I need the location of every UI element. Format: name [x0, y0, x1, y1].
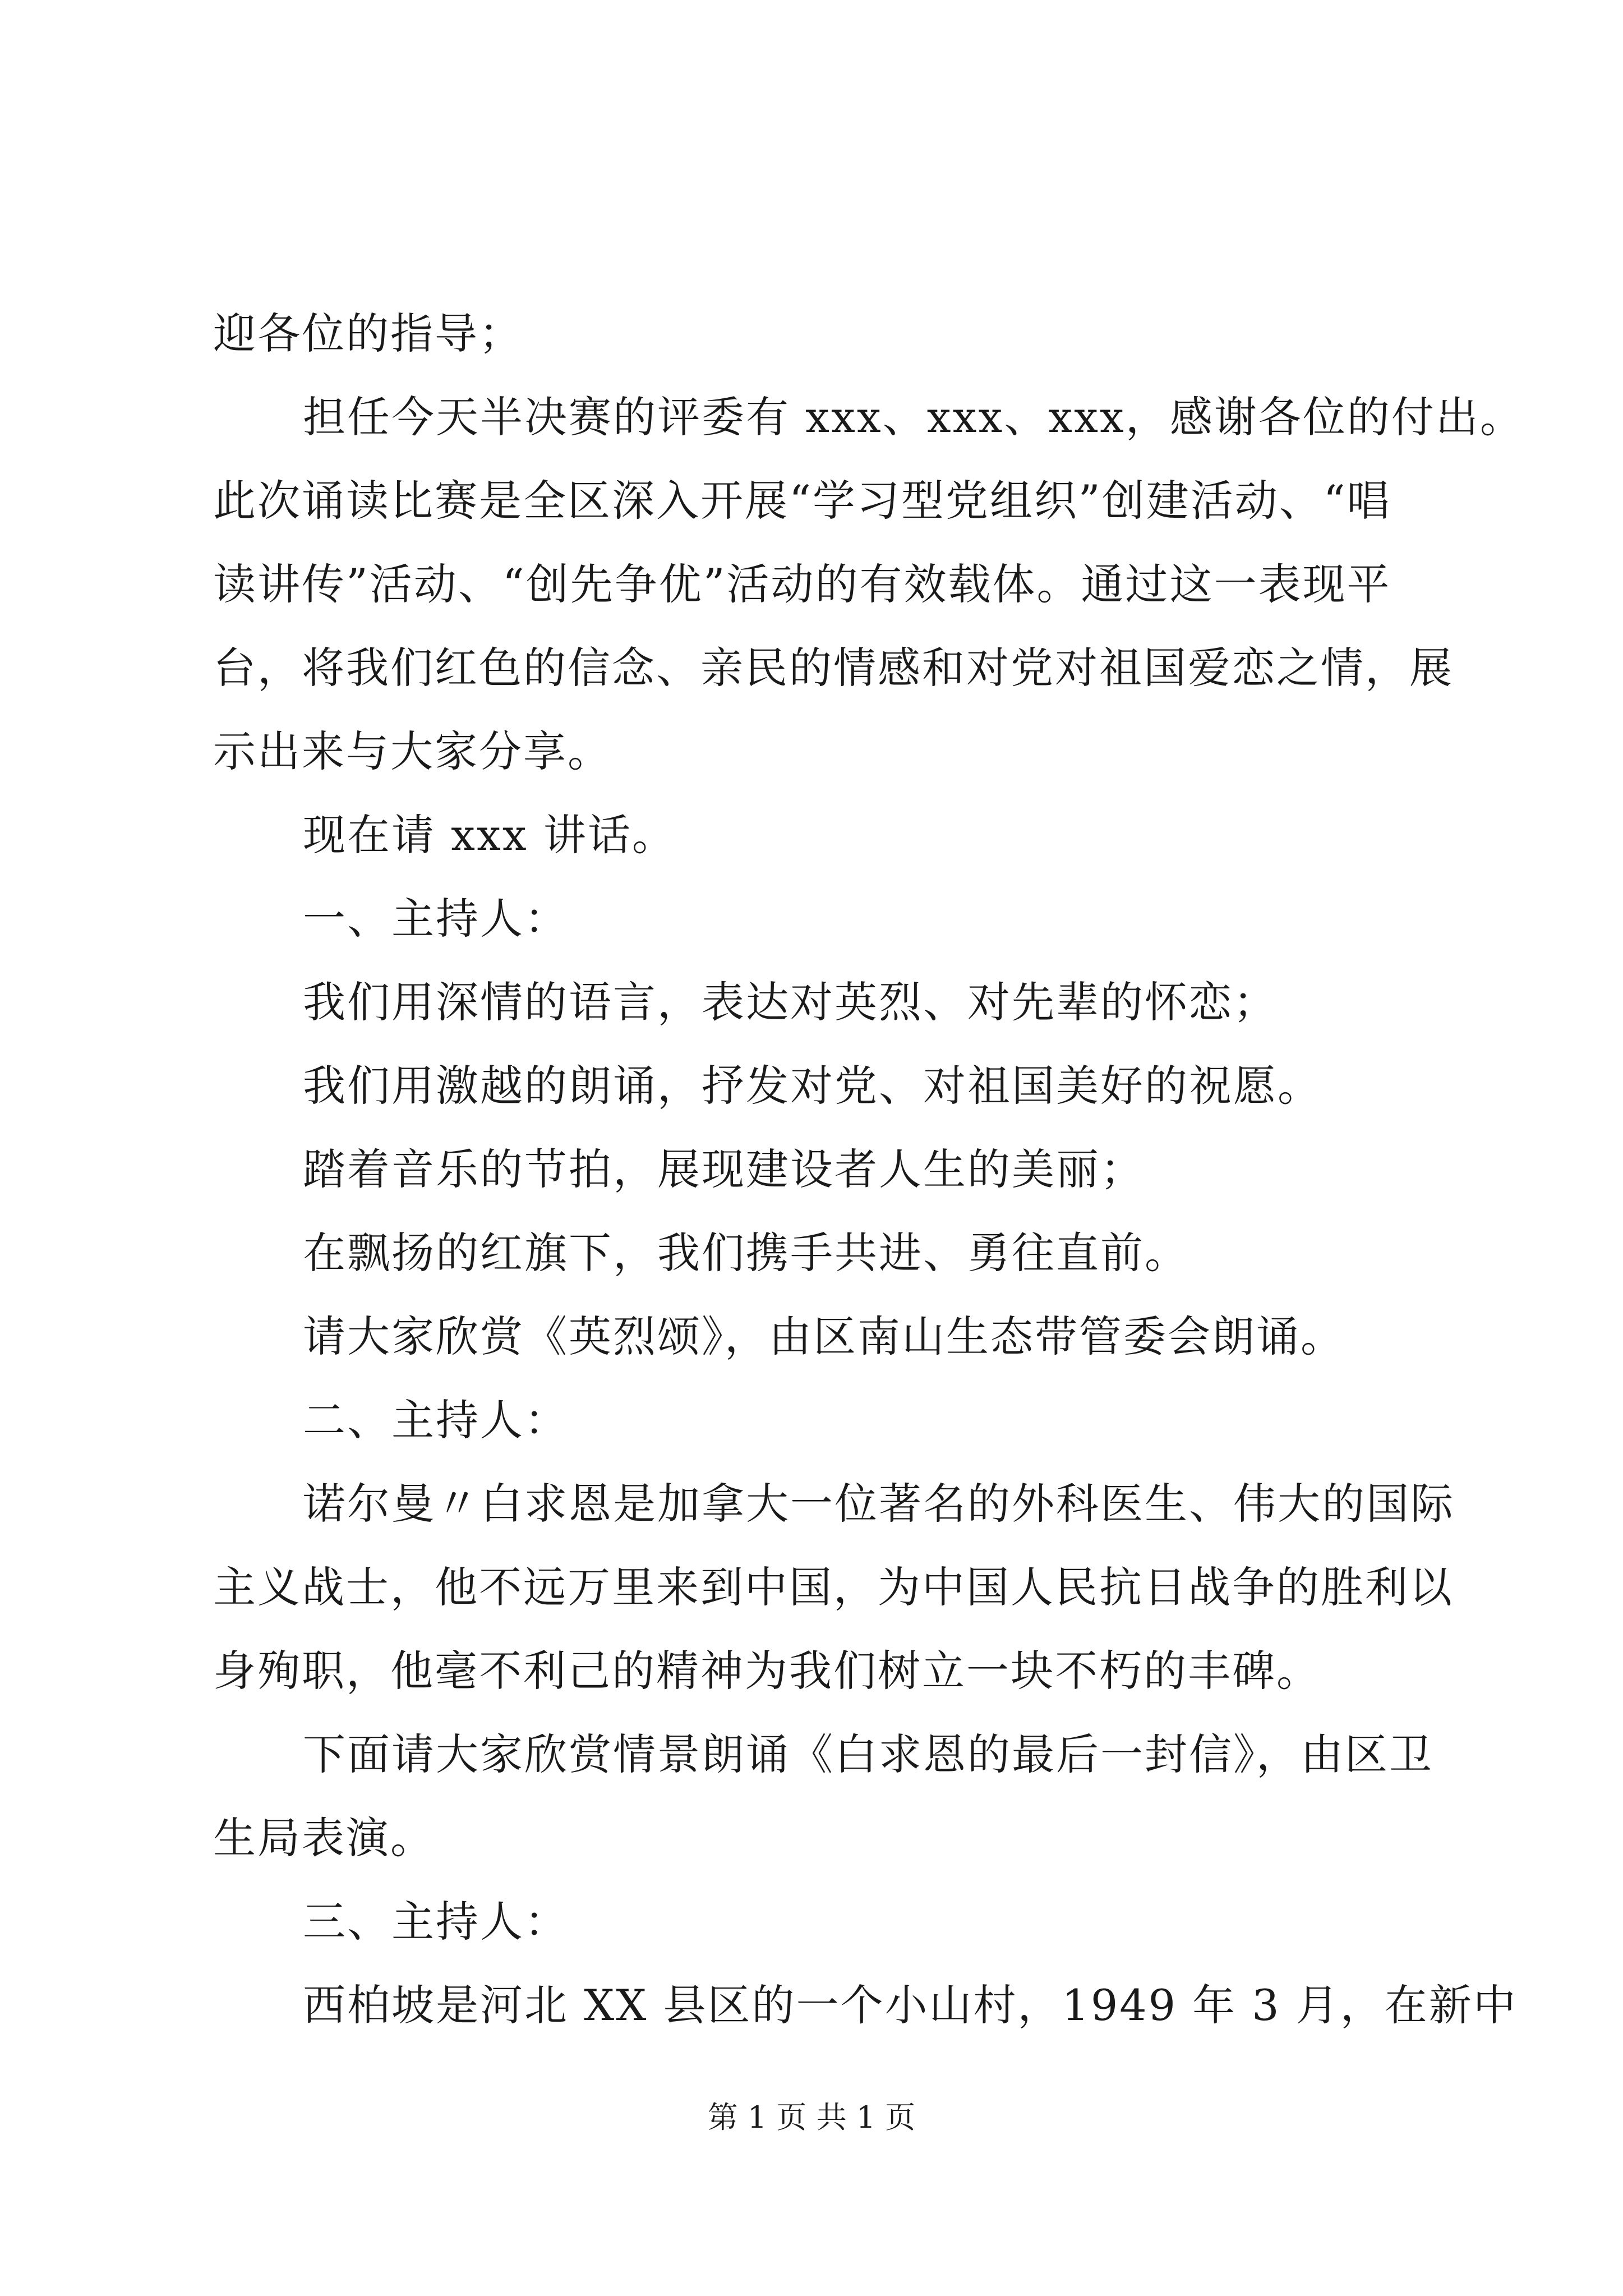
text-line-19: 生局表演。: [213, 1813, 435, 1863]
text-line-6: 示出来与大家分享。: [213, 726, 612, 776]
text-line-12: 在飘扬的红旗下，我们携手共进、勇往直前。: [303, 1228, 1189, 1278]
document-body: [213, 292, 1524, 2047]
text-line-4: 读讲传”活动、“创先争优”活动的有效载体。通过这一表现平: [213, 559, 1391, 609]
page-number-footer: 第 1 页 共 1 页: [707, 2100, 916, 2135]
text-line-5: 台，将我们红色的信念、亲民的情感和对党对祖国爱恋之情，展: [213, 643, 1454, 693]
text-line-9: 我们用深情的语言，表达对英烈、对先辈的怀恋；: [303, 977, 1278, 1027]
text-line-16: 主义战士，他不远万里来到中国，为中国人民抗日战争的胜利以: [213, 1562, 1454, 1612]
section-heading-1: 一、主持人：: [303, 894, 569, 944]
section-heading-3: 三、主持人：: [303, 1897, 569, 1947]
text-line-10: 我们用激越的朗诵，抒发对党、对祖国美好的祝愿。: [303, 1061, 1322, 1111]
text-line-21: 西柏坡是河北 XX 县区的一个小山村，1949 年 3 月，在新中: [303, 1980, 1518, 2030]
text-line-18: 下面请大家欣赏情景朗诵《白求恩的最后一封信》，由区卫: [303, 1729, 1433, 1779]
text-line-11: 踏着音乐的节拍，展现建设者人生的美丽；: [303, 1144, 1145, 1194]
section-heading-2: 二、主持人：: [303, 1395, 569, 1445]
text-line-7: 现在请 xxx 讲话。: [303, 810, 676, 860]
text-line-13: 请大家欣赏《英烈颂》，由区南山生态带管委会朗诵。: [303, 1312, 1345, 1361]
text-line-15: 诺尔曼〃白求恩是加拿大一位著名的外科医生、伟大的国际: [303, 1479, 1455, 1529]
text-line-3: 此次诵读比赛是全区深入开展“学习型党组织”创建活动、“唱: [213, 476, 1391, 526]
text-line-1: 迎各位的指导；: [213, 309, 523, 358]
text-line-17: 身殉职，他毫不利己的精神为我们树立一块不朽的丰碑。: [213, 1646, 1321, 1696]
text-line-2: 担任今天半决赛的评委有 xxx、xxx、xxx，感谢各位的付出。: [303, 392, 1524, 442]
